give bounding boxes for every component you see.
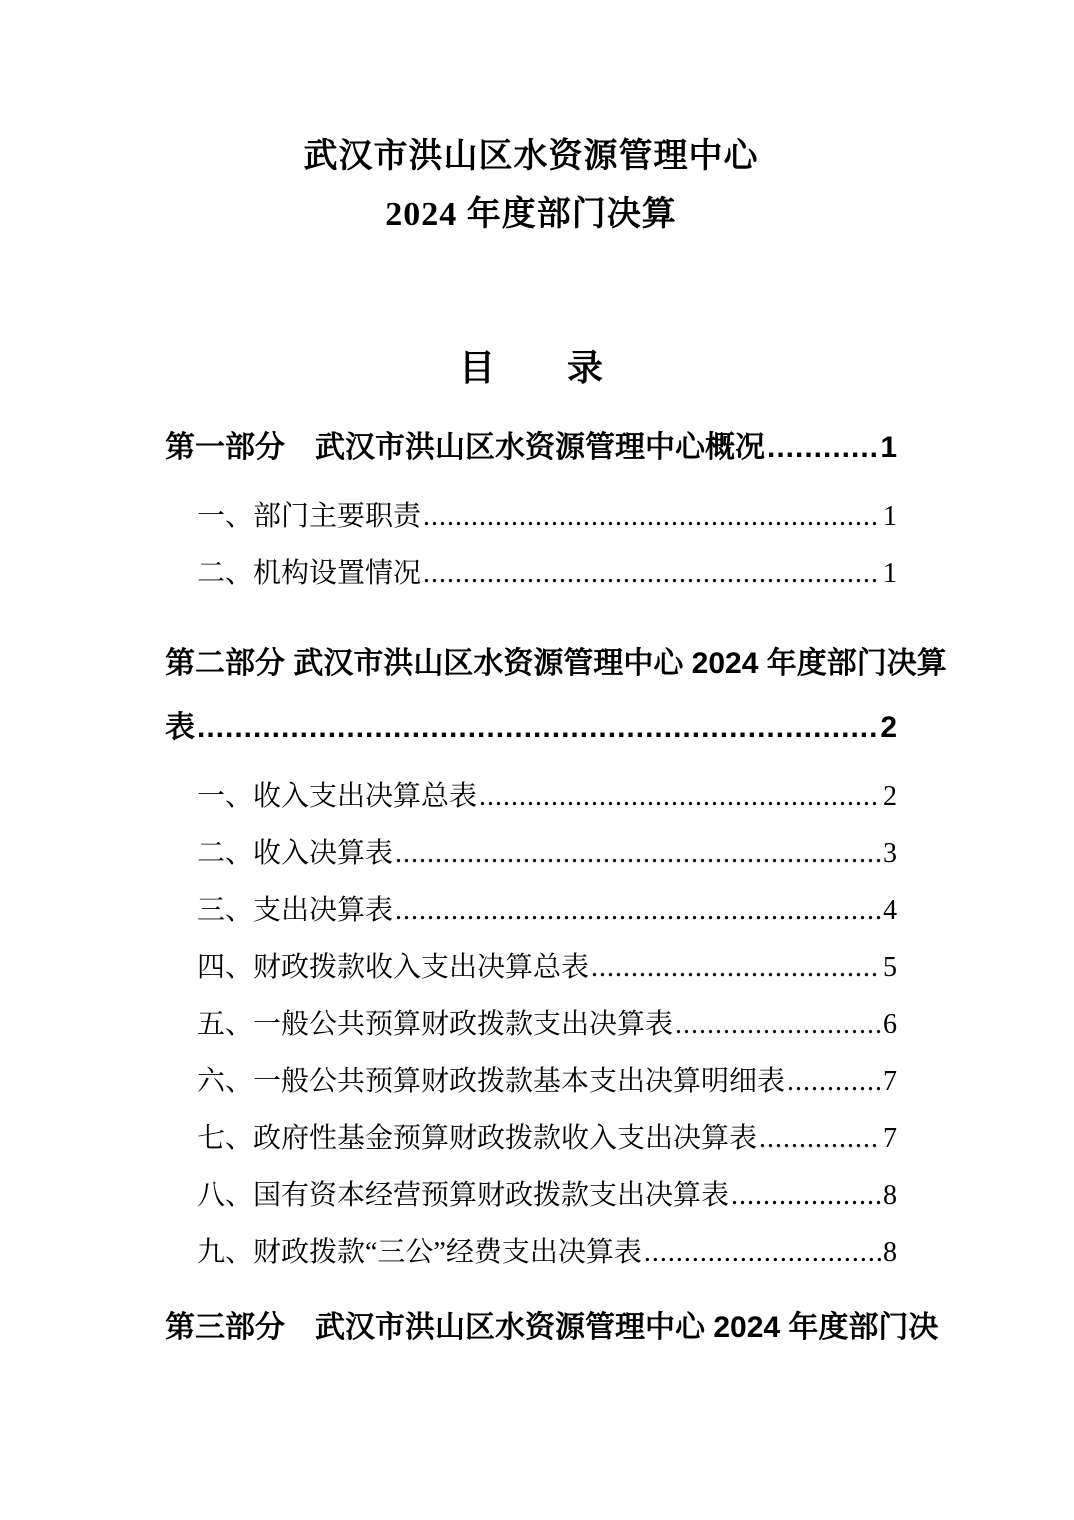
- toc-entry-label-line1: 第二部分 武汉市洪山区水资源管理中心 2024 年度部门决算: [165, 647, 947, 680]
- toc-entry: [165, 996, 897, 1053]
- dot-leader: [591, 939, 881, 996]
- document-title-line2: 2024 年度部门决算: [385, 196, 677, 233]
- dot-leader: [479, 768, 881, 825]
- toc-entry-label: 八、国有资本经营预算财政拨款支出决算表: [197, 1180, 730, 1211]
- toc-entry-label: 第一部分 武汉市洪山区水资源管理中心概况: [165, 431, 765, 464]
- toc-entry-page: 8: [883, 1237, 897, 1268]
- toc-entry-label: 三、支出决算表: [197, 895, 394, 926]
- toc-entry-part1: [165, 416, 897, 480]
- toc-entry: [165, 768, 897, 825]
- toc-entry-label: 四、财政拨款收入支出决算总表: [197, 952, 590, 983]
- toc-entry: [165, 545, 897, 602]
- toc-entry-label: 第三部分 武汉市洪山区水资源管理中心 2024 年度部门决: [165, 1311, 939, 1344]
- toc-entry-label-line2: 表: [165, 711, 195, 744]
- toc-entry: [165, 882, 897, 939]
- dot-leader: [644, 1224, 881, 1281]
- document-title-line1: 武汉市洪山区水资源管理中心: [303, 138, 759, 175]
- toc-entry: [165, 825, 897, 882]
- toc-entry-label: 五、一般公共预算财政拨款支出决算表: [197, 1009, 674, 1040]
- toc-entry-page: 3: [883, 838, 897, 869]
- toc-entry-part2: [165, 632, 947, 760]
- dot-leader: [787, 1053, 881, 1110]
- toc-entry-page: 7: [883, 1123, 897, 1154]
- dot-leader: [197, 696, 878, 760]
- toc-entry-label: 二、收入决算表: [197, 838, 394, 869]
- toc-heading: 目 录: [458, 348, 603, 388]
- toc-entry: [165, 939, 897, 996]
- toc-entry: [165, 1110, 897, 1167]
- toc-entry-label: 一、收入支出决算总表: [197, 781, 478, 812]
- dot-leader: [423, 545, 881, 602]
- toc-entry: [165, 1167, 897, 1224]
- toc-entry-page: 2: [880, 711, 897, 744]
- toc-entry-page: 6: [883, 1009, 897, 1040]
- toc-entry-page: 7: [883, 1066, 897, 1097]
- toc-entry: [165, 1053, 897, 1110]
- toc-entry-label-line2-row: [165, 696, 897, 760]
- dot-leader: [423, 488, 881, 545]
- toc-entry-part3: [165, 1296, 939, 1360]
- dot-leader: [395, 825, 881, 882]
- table-of-contents: [165, 416, 947, 1360]
- toc-entry-label: 一、部门主要职责: [197, 501, 422, 532]
- dot-leader: [767, 416, 878, 480]
- toc-entry-page: 5: [883, 952, 897, 983]
- toc-entry-page: 8: [883, 1180, 897, 1211]
- toc-entry-label: 二、机构设置情况: [197, 558, 422, 589]
- toc-entry-page: 1: [883, 558, 897, 589]
- toc-entry-page: 1: [880, 431, 897, 464]
- toc-entry: [165, 488, 897, 545]
- toc-entry-page: 4: [883, 895, 897, 926]
- dot-leader: [395, 882, 881, 939]
- toc-entry-page: 1: [883, 501, 897, 532]
- toc-entry-label: 七、政府性基金预算财政拨款收入支出决算表: [197, 1123, 758, 1154]
- dot-leader: [675, 996, 881, 1053]
- dot-leader: [759, 1110, 881, 1167]
- dot-leader: [731, 1167, 881, 1224]
- toc-entry-page: 2: [883, 781, 897, 812]
- toc-entry-label: 六、一般公共预算财政拨款基本支出决算明细表: [197, 1066, 786, 1097]
- toc-entry-label: 九、财政拨款“三公”经费支出决算表: [197, 1237, 642, 1268]
- toc-entry: [165, 1224, 897, 1281]
